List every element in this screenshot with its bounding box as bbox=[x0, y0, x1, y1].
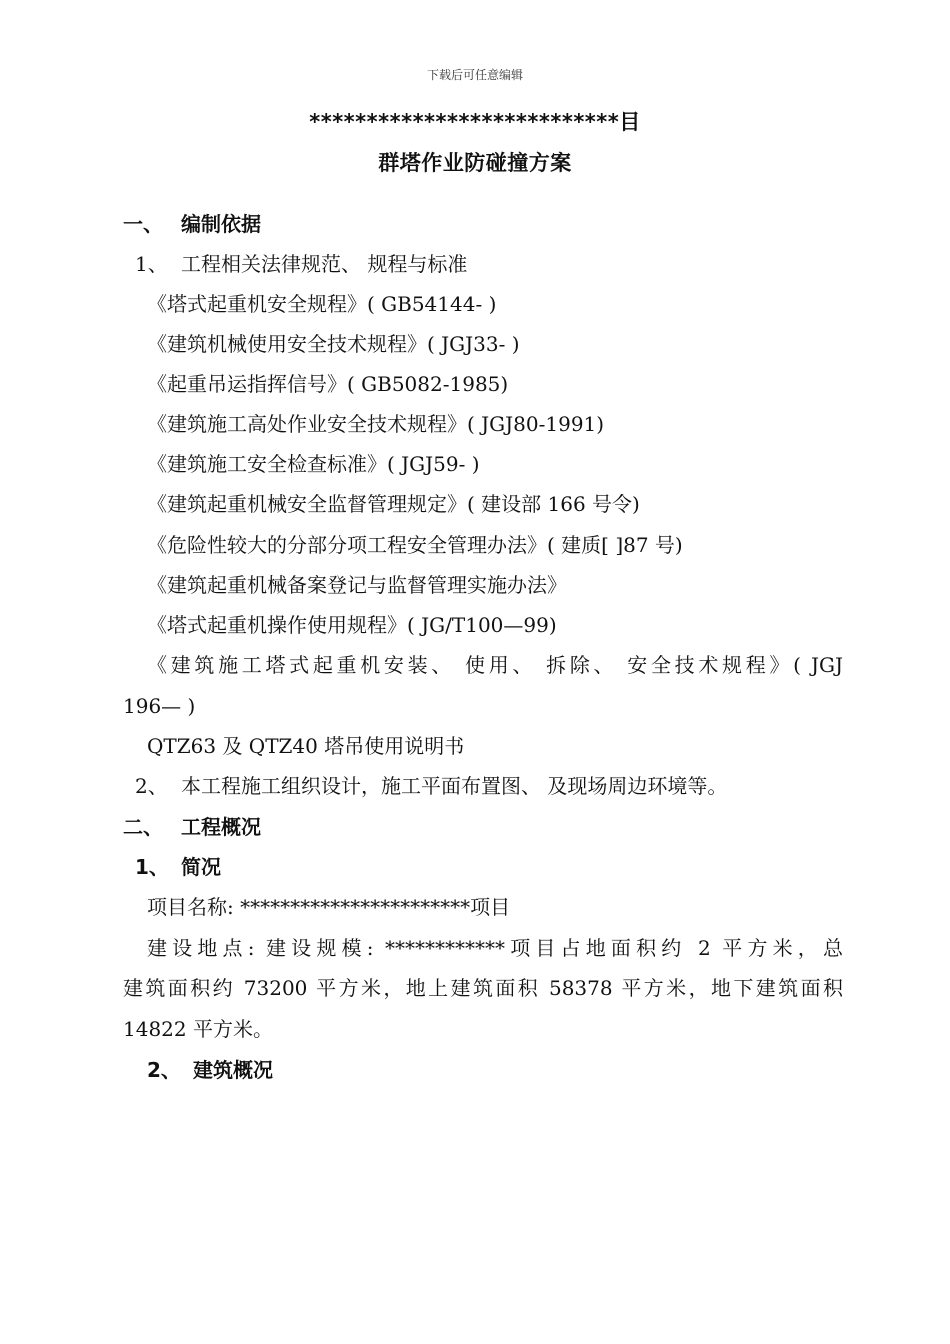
standard-item: 《建筑起重机械安全监督管理规定》( 建设部 166 号令) bbox=[147, 492, 640, 516]
standard-item: 《建筑起重机械备案登记与监督管理实施办法》 bbox=[147, 573, 567, 597]
section2-title: 工程概况 bbox=[181, 815, 261, 839]
standard-item: 《塔式起重机操作使用规程》( JG/T100—99) bbox=[147, 613, 557, 637]
crane-manual: QTZ63 及 QTZ40 塔吊使用说明书 bbox=[147, 734, 465, 758]
item1-text: 工程相关法律规范、 规程与标准 bbox=[181, 252, 468, 276]
document-title: 群塔作业防碰撞方案 bbox=[378, 151, 572, 175]
subsection2-heading bbox=[147, 1057, 273, 1083]
item2 bbox=[135, 773, 727, 799]
section2-number: 二、 bbox=[123, 815, 163, 839]
standard-item: 《危险性较大的分部分项工程安全管理办法》( 建质[ ]87 号) bbox=[147, 533, 683, 557]
section1-heading bbox=[123, 211, 261, 237]
standard-item: 《建筑施工安全检查标准》( JGJ59- ) bbox=[147, 452, 480, 476]
section2-heading bbox=[123, 814, 261, 840]
standard-item-long-cont: 196— ) bbox=[123, 694, 196, 718]
location-line2: 建筑面积约 73200 平方米，地上建筑面积 58378 平方米，地下建筑面积 bbox=[123, 976, 843, 1000]
standard-item-long: 《建筑施工塔式起重机安装、 使用、 拆除、 安全技术规程》( JGJ bbox=[147, 653, 843, 677]
subsection1-number: 1、 bbox=[135, 855, 169, 879]
project-title: ***************************目 bbox=[309, 110, 641, 134]
item1-number: 1、 bbox=[135, 252, 168, 276]
subsection1-heading bbox=[135, 854, 221, 880]
project-name: 项目名称: ***********************项目 bbox=[147, 895, 511, 919]
item1 bbox=[135, 251, 467, 277]
page-header-note: 下载后可任意编辑 bbox=[426, 68, 523, 82]
standard-item: 《建筑施工高处作业安全技术规程》( JGJ80-1991) bbox=[147, 412, 605, 436]
standard-item: 《起重吊运指挥信号》( GB5082-1985) bbox=[147, 372, 509, 396]
location-line3: 14822 平方米。 bbox=[123, 1017, 273, 1041]
section1-title: 编制依据 bbox=[181, 212, 261, 236]
subsection2-number: 2、 bbox=[147, 1058, 181, 1082]
standard-item: 《塔式起重机安全规程》( GB54144- ) bbox=[147, 292, 497, 316]
standard-item: 《建筑机械使用安全技术规程》( JGJ33- ) bbox=[147, 332, 520, 356]
location-line1: 建设地点: 建设规模: ************项目占地面积约 2 平方米，总 bbox=[147, 936, 843, 960]
section1-number: 一、 bbox=[123, 212, 163, 236]
subsection1-title: 简况 bbox=[181, 855, 221, 879]
subsection2-title: 建筑概况 bbox=[193, 1058, 273, 1082]
item2-text: 本工程施工组织设计，施工平面布置图、 及现场周边环境等。 bbox=[181, 774, 728, 798]
item2-number: 2、 bbox=[135, 774, 168, 798]
